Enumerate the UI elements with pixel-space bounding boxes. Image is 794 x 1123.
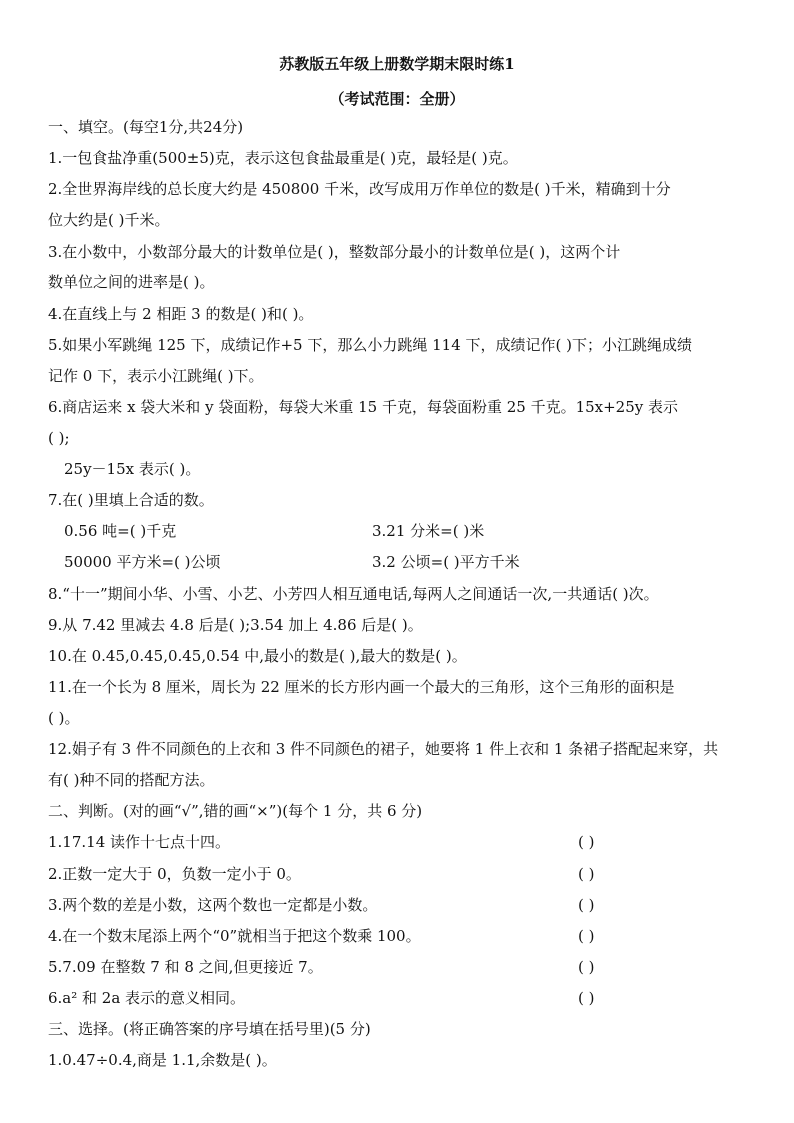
- question-line: 有( )种不同的搭配方法。: [48, 771, 215, 789]
- question-line: 6.商店运来 x 袋大米和 y 袋面粉，每袋大米重 15 千克，每袋面粉重 25 千克。15x+25y 表示: [48, 398, 679, 416]
- question-line: 3.在小数中，小数部分最大的计数单位是( )，整数部分最小的计数单位是( )，这两个计: [48, 243, 621, 261]
- question-line: 数单位之间的进率是( )。: [48, 273, 215, 291]
- question-line: 位大约是( )千米。: [48, 211, 170, 229]
- answer-blank: ( ): [578, 865, 595, 883]
- document-subtitle: （考试范围：全册）: [329, 90, 465, 108]
- question-line: 3.两个数的差是小数，这两个数也一定都是小数。: [48, 896, 378, 914]
- question-line: 10.在 0.45,0.45,0.45,0.54 中,最小的数是( ),最大的数是( )。: [48, 647, 467, 665]
- question-line: 50000 平方米=( )公顷: [64, 553, 221, 571]
- section-header-judgment: 二、判断。(对的画“√”,错的画“×”)(每个 1 分，共 6 分): [48, 802, 423, 820]
- question-line: 25y－15x 表示( )。: [64, 460, 201, 478]
- question-line: 4.在一个数末尾添上两个“0”就相当于把这个数乘 100。: [48, 927, 421, 945]
- question-line: 4.在直线上与 2 相距 3 的数是( )和( )。: [48, 305, 314, 323]
- section-header-fill-blank: 一、填空。(每空1分,共24分): [48, 118, 244, 136]
- question-line: 记作 0 下，表示小江跳绳( )下。: [48, 367, 264, 385]
- question-line: ( );: [48, 429, 70, 447]
- question-line: 7.在( )里填上合适的数。: [48, 491, 214, 509]
- question-line: 8.“十一”期间小华、小雪、小艺、小芳四人相互通电话,每两人之间通话一次,一共通话( )次。: [48, 585, 659, 603]
- question-line: 11.在一个长为 8 厘米，周长为 22 厘米的长方形内画一个最大的三角形，这个三角形的面积是: [48, 678, 675, 696]
- question-line: 3.21 分米=( )米: [372, 522, 485, 540]
- answer-blank: ( ): [578, 896, 595, 914]
- question-line: 12.娟子有 3 件不同颜色的上衣和 3 件不同颜色的裙子，她要将 1 件上衣和 1 条裙子搭配起来穿，共: [48, 740, 719, 758]
- question-line: 2.全世界海岸线的总长度大约是 450800 千米，改写成用万作单位的数是( )千米，精确到十分: [48, 180, 671, 198]
- question-line: 2.正数一定大于 0，负数一定小于 0。: [48, 865, 301, 883]
- question-line: 1.17.14 读作十七点十四。: [48, 833, 231, 851]
- question-line: 9.从 7.42 里减去 4.8 后是( );3.54 加上 4.86 后是( )。: [48, 616, 423, 634]
- answer-blank: ( ): [578, 927, 595, 945]
- question-line: 1.0.47÷0.4,商是 1.1,余数是( )。: [48, 1051, 277, 1069]
- answer-blank: ( ): [578, 958, 595, 976]
- question-line: 5.如果小军跳绳 125 下，成绩记作+5 下，那么小力跳绳 114 下，成绩记作( )下；小江跳绳成绩: [48, 336, 693, 354]
- question-line: 0.56 吨=( )千克: [64, 522, 177, 540]
- question-line: 1.一包食盐净重(500±5)克，表示这包食盐最重是( )克，最轻是( )克。: [48, 149, 518, 167]
- question-line: 6.a² 和 2a 表示的意义相同。: [48, 989, 246, 1007]
- section-header-choice: 三、选择。(将正确答案的序号填在括号里)(5 分): [48, 1020, 371, 1038]
- question-line: 3.2 公顷=( )平方千米: [372, 553, 520, 571]
- answer-blank: ( ): [578, 989, 595, 1007]
- document-title: 苏教版五年级上册数学期末限时练1: [279, 55, 515, 73]
- question-line: 5.7.09 在整数 7 和 8 之间,但更接近 7。: [48, 958, 323, 976]
- question-line: ( )。: [48, 709, 80, 727]
- answer-blank: ( ): [578, 833, 595, 851]
